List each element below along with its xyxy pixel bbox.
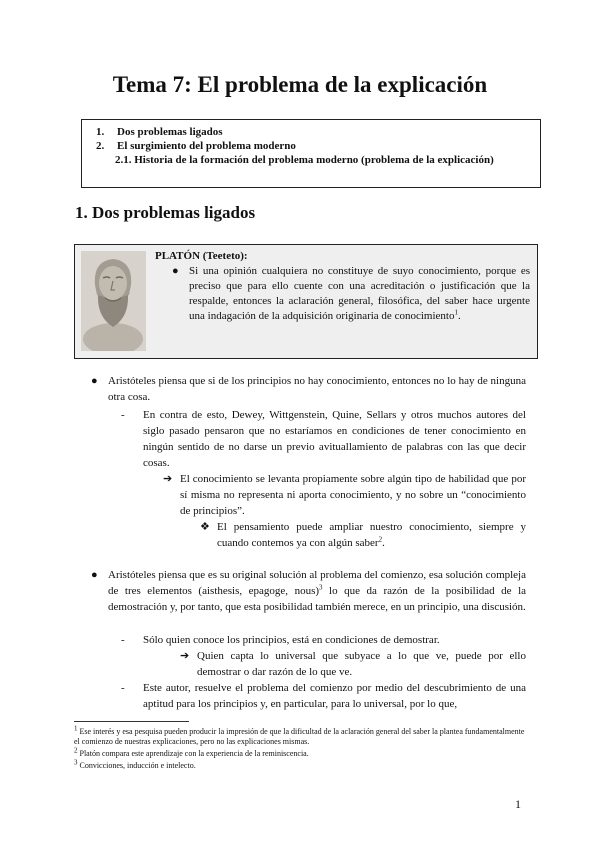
arrow-paragraph: ➔ El conocimiento se levanta propiamente sobre algún tipo de habilidad que por sí misma no representa ni aporta conocimiento, y no sobre un “conocimiento de principios”. [163,473,526,517]
toc-number: 1. [96,126,105,138]
toc-item [82,139,540,153]
toc-subitem: 2.1. Historia de la formación del problema moderno (problema de la explicación) [115,154,494,166]
bullet-paragraph: ● Aristóteles piensa que es su original solución al problema del comienzo, esa solución compleja de tres elementos (aisthesis, epagoge, nous)$^3$ lo que da razón de la posibilidad de la demostración y, por tanto, que esta posibilidad también merece, en un principio, una discusión. [91,569,527,613]
arrow-paragraph: ➔ Quien capta lo universal que subyace a lo que ve, puede por ello demostrar o dar razón de lo que ve. [180,650,526,678]
toc-text: El surgimiento del problema moderno [117,140,296,152]
dash-paragraph: - Este autor, resuelve el problema del comienzo por medio del descubrimiento de una aptitud para los principios y, en particular, para lo universal, por lo que, [121,682,526,710]
dash-icon: - [121,409,125,421]
footnote-ref: 2 [378,535,383,544]
diamond-icon: ❖ [200,521,210,533]
dash-paragraph: - Sólo quien conoce los principios, está en condiciones de demostrar. [121,634,440,646]
toc-number: 2. [96,140,105,152]
bullet-icon: ● [91,569,98,581]
bullet-icon: ● [91,375,98,387]
diamond-paragraph: ❖ El pensamiento puede ampliar nuestro conocimiento, siempre y cuando contemos ya con algún saber$^2$. [200,521,526,549]
section-heading: 1. Dos problemas ligados [75,203,256,222]
plato-heading: PLATÓN (Teeteto): [155,250,248,262]
footnote: $^2$ Platón compara este aprendizaje con la experiencia de la reminiscencia. [74,746,309,758]
plato-quote: ● Si una opinión cualquiera no constituye de suyo conocimiento, porque es preciso que para ello cuente con una acreditación o justificación que la respalde, entonces la aclaración general, filosófica, del saber hace urgente una indagación de la adquisición originaria de conocimiento$^1$. [172,265,530,322]
table-of-contents [81,119,541,188]
dash-icon: - [121,634,125,646]
bullet-paragraph: ● Aristóteles piensa que si de los principios no hay conocimiento, entonces no lo hay de ninguna otra cosa. [91,375,526,403]
dash-paragraph: - En contra de esto, Dewey, Wittgenstein, Quine, Sellars y otros muchos autores del siglo pasado pensaron que no estaríamos en condiciones de tener conocimiento en ningún sentido de no darse un previo avituallamiento de palabras con las que decir cosas. [121,409,526,469]
dash-icon: - [121,682,125,694]
footnote-ref: 3 [319,583,323,592]
toc-text: Dos problemas ligados [117,126,223,138]
page-number: 1 [515,797,521,811]
footnote-ref: 1 [454,308,458,317]
toc-item [82,125,540,139]
footnote-separator [74,721,189,722]
page-title: Tema 7: El problema de la explicación [112,72,488,97]
arrow-icon: ➔ [180,650,190,662]
plato-bust-image [81,251,146,351]
footnote: $^3$ Convicciones, inducción e intelecto. [74,758,196,770]
footnote: $^1$ Ese interés y esa pesquisa pueden producir la impresión de que la dificultad de la aclaración general del saber la plantea fundamentalmente el comienzo de nuestras explicaciones, pero no las explicaciones mismas. [74,724,525,746]
arrow-icon: ➔ [163,473,173,485]
bullet-icon: ● [172,265,179,277]
plato-quote-box [74,244,538,359]
